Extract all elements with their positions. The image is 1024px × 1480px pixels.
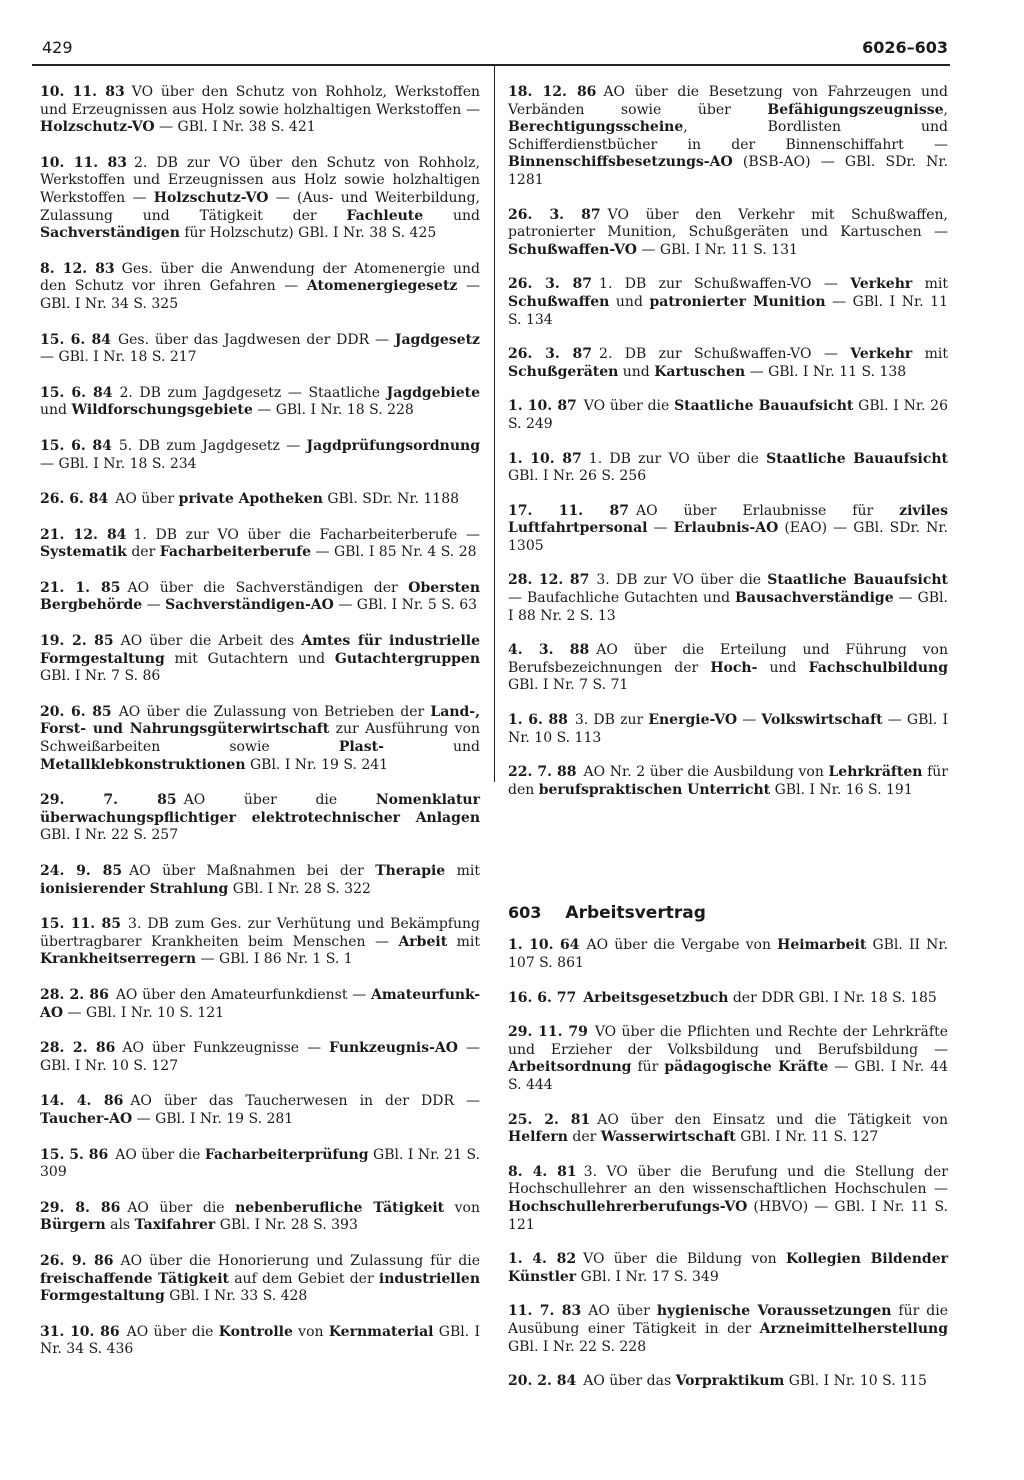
entry-text: AO über: [115, 491, 179, 508]
entry-keyword: Erlaubnis-AO: [673, 520, 779, 537]
entry-text: von: [444, 1199, 480, 1216]
legal-entry: [40, 863, 480, 898]
entry-keyword: Atomenergiegesetz: [306, 278, 458, 295]
legal-entry: [508, 84, 948, 190]
entry-text: GBl. I Nr. 7 S. 86: [40, 668, 161, 685]
entry-keyword: Amateurfunk-AO: [40, 986, 480, 1021]
entry-text: AO über die: [183, 792, 376, 809]
entry-keyword: private Apotheken: [178, 491, 323, 508]
entry-keyword: ziviles Luftfahrtpersonal: [508, 502, 948, 537]
entry-text: (HBVO) — GBl. I Nr. 11 S. 121: [508, 1198, 948, 1233]
entry-keyword: Gutachtergruppen: [334, 650, 480, 667]
entry-date: 10. 11. 83: [40, 154, 128, 171]
entry-keyword: Berechtigungsscheine: [508, 119, 684, 136]
entry-date: 15. 6. 84: [40, 331, 111, 348]
legal-entry: [40, 491, 480, 509]
legal-entry: [508, 642, 948, 695]
entry-text: GBl. I Nr. 26 S. 256: [508, 468, 647, 485]
legal-entry: [508, 503, 948, 556]
entry-keyword: Verkehr: [850, 276, 913, 293]
entry-keyword: Volkswirtschaft: [761, 712, 883, 729]
entry-text: zur Ausführung von Schweißarbeiten sowie: [40, 721, 480, 756]
legal-entry: [508, 346, 948, 381]
entry-keyword: Taucher-AO: [40, 1110, 133, 1127]
legal-entry: [508, 1373, 948, 1391]
entry-date: 20. 2. 84: [508, 1373, 577, 1390]
legal-entry: [40, 261, 480, 314]
entry-date: 18. 12. 86: [508, 84, 597, 100]
entry-text: auf dem Gebiet der: [229, 1270, 379, 1287]
entry-text: (EAO) — GBl. SDr. Nr. 1305: [508, 520, 948, 554]
entry-text: AO über das: [583, 1373, 676, 1390]
legal-entry: [508, 1164, 948, 1234]
entry-text: VO über den Schutz von Rohholz, Werkstoffen und Erzeugnissen aus Holz sowie holzhaltigen Werkstoffen —: [40, 84, 480, 118]
legal-entry: [40, 1324, 480, 1359]
entry-date: 26. 9. 86: [40, 1252, 114, 1269]
section-heading: [508, 903, 948, 923]
section-title: Arbeitsvertrag: [565, 903, 706, 924]
entry-keyword: Krankheitserregern: [40, 951, 197, 968]
entry-text: GBl. I Nr. 34 S. 436: [40, 1323, 480, 1358]
entry-keyword: Schußwaffen-VO: [508, 241, 637, 258]
entry-date: 1. 10. 87: [508, 398, 577, 415]
entry-keyword: Holzschutz-VO: [40, 119, 155, 136]
entry-text: —: [142, 597, 166, 614]
entry-date: 1. 4. 82: [508, 1251, 577, 1268]
legal-entry: [40, 527, 480, 562]
entry-text: 1. DB zur Schußwaffen-VO —: [599, 276, 851, 293]
entry-text: 5. DB zum Jagdgesetz —: [118, 437, 307, 454]
entry-text: 1. DB zur VO über die Facharbeiterberufe —: [133, 526, 481, 543]
entry-text: AO über die: [127, 1199, 236, 1216]
legal-entry: [40, 792, 480, 845]
entry-text: und: [618, 363, 655, 380]
entry-date: 11. 7. 83: [508, 1303, 582, 1320]
entry-keyword: Funkzeugnis-AO: [329, 1040, 458, 1057]
left-column: [40, 84, 480, 1377]
entry-text: — GBl. I Nr. 10 S. 121: [63, 1004, 225, 1021]
right-column: [508, 84, 948, 1408]
entry-keyword: Arbeit: [398, 933, 448, 950]
section-entry-list: [508, 937, 948, 1390]
entry-text: — GBl. I Nr. 10 S. 127: [40, 1040, 480, 1074]
entry-keyword: Therapie: [375, 863, 446, 879]
entry-date: 26. 3. 87: [508, 346, 593, 363]
entry-date: 8. 12. 83: [40, 260, 115, 277]
entry-text: AO über Maßnahmen bei der: [129, 863, 376, 879]
entry-keyword: Kollegien Bildender Künstler: [508, 1251, 948, 1285]
entry-text: —: [647, 520, 674, 537]
entry-keyword: Arbeitsordnung: [508, 1059, 632, 1076]
entry-keyword: Wildforschungsgebiete: [71, 402, 253, 419]
entry-text: mit: [447, 933, 480, 950]
entry-text: GBl. I Nr. 26 S. 249: [508, 398, 948, 432]
entry-text: 2. DB zur VO über den Schutz von Rohholz, Werkstoffen und Erzeugnissen aus Holz sowie holzhaltigen Werkstoffen —: [40, 154, 480, 206]
entry-date: 31. 10. 86: [40, 1323, 120, 1340]
entry-keyword: Energie-VO: [648, 712, 738, 729]
entry-keyword: Obersten Bergbehörde: [40, 579, 480, 614]
entry-text: 3. VO über die Berufung und die Stellung der Hochschullehrer an den wissenschaftlichen Hochschulen —: [508, 1163, 948, 1198]
legal-entry: [508, 1251, 948, 1286]
entry-text: GBl. I Nr. 16 S. 191: [770, 781, 913, 798]
entry-date: 19. 2. 85: [40, 633, 114, 650]
entry-text: VO über die Bildung von: [583, 1251, 786, 1268]
legal-entry: [40, 84, 480, 137]
entry-text: mit: [912, 346, 949, 363]
entry-keyword: industriellen Formgestaltung: [40, 1270, 481, 1305]
entry-keyword: Bürgern: [40, 1217, 106, 1234]
legal-entry: [508, 990, 948, 1008]
entry-keyword: Jagdgesetz: [394, 331, 481, 348]
legal-entry: [40, 438, 480, 473]
entry-keyword: Facharbeiterberufe: [159, 544, 312, 561]
entry-date: 16. 6. 77: [508, 989, 577, 1006]
entry-text: — GBl. I Nr. 11 S. 131: [636, 241, 798, 258]
entry-text: VO über den Verkehr mit Schußwaffen, patronierter Munition, Schußgeräten und Kartuschen —: [508, 206, 948, 241]
entry-text: GBl. I Nr. 33 S. 428: [164, 1288, 308, 1305]
entry-text: mit: [445, 863, 480, 879]
entry-text: der: [567, 1129, 601, 1146]
entry-text: AO über den Amateurfunkdienst —: [115, 986, 371, 1003]
entry-text: GBl. I Nr. 21 S. 309: [40, 1146, 480, 1181]
entry-text: und: [383, 739, 480, 756]
entry-keyword: Plast-: [338, 739, 384, 756]
entry-date: 29. 11. 79: [508, 1024, 588, 1041]
entry-text: — GBl. I Nr. 19 S. 281: [132, 1110, 294, 1127]
entry-text: GBl. SDr. Nr. 1188: [322, 491, 460, 508]
entry-text: GBl. I Nr. 11 S. 127: [735, 1129, 879, 1146]
legal-entry: [40, 704, 480, 774]
entry-text: und: [40, 402, 72, 419]
entry-text: ,: [943, 101, 948, 118]
left-entry-list: [40, 84, 480, 1359]
entry-keyword: Fachleute: [346, 207, 424, 224]
entry-date: 26. 3. 87: [508, 206, 601, 223]
entry-keyword: berufspraktischen Unterricht: [538, 781, 771, 798]
entry-keyword: hygienische Voraussetzungen: [656, 1303, 892, 1320]
entry-keyword: Jagdgebiete: [386, 384, 481, 401]
entry-text: mit: [912, 276, 949, 293]
entry-text: — GBl. I Nr. 5 S. 63: [333, 597, 478, 614]
entry-date: 15. 5. 86: [40, 1146, 109, 1163]
entry-date: 20. 6. 85: [40, 703, 112, 720]
entry-keyword: Staatliche Bauaufsicht: [674, 398, 854, 415]
entry-text: AO Nr. 2 über die Ausbildung von: [583, 764, 829, 781]
section-range-heading: 6026–603: [862, 38, 948, 57]
entry-keyword: Verkehr: [850, 346, 913, 363]
entry-text: AO über die Honorierung und Zulassung für die: [120, 1252, 480, 1269]
entry-text: und: [609, 293, 650, 310]
entry-text: — GBl. I Nr. 18 S. 234: [40, 455, 197, 472]
legal-entry: [508, 1303, 948, 1356]
legal-entry: [508, 712, 948, 747]
entry-text: — GBl. I Nr. 34 S. 325: [40, 278, 480, 312]
entry-date: 1. 10. 64: [508, 937, 580, 954]
entry-keyword: patronierter Munition: [649, 293, 826, 310]
entry-keyword: Systematik: [40, 544, 127, 561]
entry-keyword: Helfern: [508, 1129, 568, 1146]
entry-keyword: Binnenschiffsbesetzungs-AO: [508, 154, 733, 171]
entry-text: VO über die Pflichten und Rechte der Lehrkräfte und Erzieher der Volksbildung und Berufsbildung —: [508, 1024, 948, 1058]
entry-text: — GBl. I 85 Nr. 4 S. 28: [311, 544, 477, 561]
entry-text: AO über die: [126, 1323, 219, 1340]
entry-text: 3. DB zur VO über die: [596, 572, 768, 589]
entry-text: 2. DB zur Schußwaffen-VO —: [599, 346, 851, 363]
entry-text: Ges. über das Jagdwesen der DDR —: [117, 331, 395, 348]
legal-entry: [40, 633, 480, 686]
entry-text: AO über die: [115, 1146, 205, 1163]
entry-text: AO über das Taucherwesen in der DDR —: [130, 1093, 480, 1110]
entry-date: 21. 1. 85: [40, 579, 121, 596]
entry-text: als: [105, 1217, 135, 1234]
legal-entry: [40, 332, 480, 367]
entry-keyword: Metallklebkonstruktionen: [40, 756, 246, 773]
header-rule: [32, 64, 950, 66]
entry-keyword: Heimarbeit: [777, 937, 867, 954]
legal-entry: [40, 916, 480, 969]
entry-keyword: Staatliche Bauaufsicht: [766, 450, 948, 467]
legal-entry: [508, 764, 948, 799]
entry-keyword: Nomenklatur überwachungspflichtiger elektrotechnischer Anlagen: [40, 792, 480, 826]
entry-date: 26. 3. 87: [508, 276, 593, 293]
entry-text: der: [126, 544, 160, 561]
entry-text: AO über die Vergabe von: [586, 937, 778, 954]
legal-entry: [508, 1024, 948, 1094]
entry-keyword: Lehrkräften: [828, 764, 923, 781]
entry-text: — GBl. I Nr. 11 S. 138: [745, 363, 907, 380]
entry-keyword: Staatliche Bauaufsicht: [767, 572, 948, 589]
entry-text: AO über die Zulassung von Betrieben der: [118, 703, 431, 720]
entry-text: AO über Erlaubnisse für: [635, 502, 900, 519]
entry-keyword: freischaffende Tätigkeit: [40, 1270, 229, 1287]
entry-text: — GBl. I Nr. 11 S. 134: [508, 293, 948, 328]
entry-text: für Holzschutz) GBl. I Nr. 38 S. 425: [179, 225, 437, 242]
entry-text: 3. DB zum Ges. zur Verhütung und Bekämpfung übertragbarer Krankheiten beim Menschen —: [40, 916, 480, 950]
entry-text: 1. DB zur VO über die: [588, 450, 767, 467]
entry-date: 1. 10. 87: [508, 450, 582, 467]
entry-date: 26. 6. 84: [40, 491, 109, 508]
legal-entry: [508, 937, 948, 972]
entry-text: — GBl. I 88 Nr. 2 S. 13: [508, 590, 948, 624]
entry-date: 28. 12. 87: [508, 572, 590, 589]
entry-date: 25. 2. 81: [508, 1111, 591, 1128]
legal-entry: [40, 1040, 480, 1075]
entry-text: für den: [508, 764, 948, 798]
entry-date: 28. 2. 86: [40, 986, 109, 1003]
page-number: 429: [42, 38, 73, 57]
entry-text: , Bordlisten und Schifferdienstbücher in der Binnenschiffahrt —: [508, 119, 948, 153]
entry-keyword: Hoch-: [710, 659, 758, 676]
legal-entry: [508, 451, 948, 486]
entry-keyword: Amtes für industrielle Formgestaltung: [40, 633, 480, 667]
entry-date: 29. 7. 85: [40, 792, 177, 809]
entry-keyword: Facharbeiterprüfung: [204, 1146, 369, 1163]
entry-date: 8. 4. 81: [508, 1163, 577, 1180]
entry-text: Ges. über die Anwendung der Atomenergie und den Schutz vor ihren Gefahren —: [40, 260, 480, 295]
entry-text: GBl. I Nr. 22 S. 257: [40, 827, 179, 844]
entry-text: der DDR GBl. I Nr. 18 S. 185: [728, 989, 937, 1006]
entry-text: AO über Funkzeugnisse —: [122, 1040, 330, 1057]
entry-text: und: [757, 659, 809, 676]
entry-text: AO über den Einsatz und die Tätigkeit von: [597, 1111, 949, 1128]
entry-text: VO über die: [583, 398, 675, 415]
entry-text: GBl. II Nr. 107 S. 861: [508, 937, 948, 971]
entry-keyword: ionisierender Strahlung: [40, 880, 229, 897]
entry-text: AO über die Sachverständigen der: [127, 579, 409, 596]
legal-entry: [508, 1112, 948, 1147]
entry-keyword: Arbeitsgesetzbuch: [583, 989, 729, 1006]
entry-keyword: Kernmaterial: [328, 1323, 434, 1340]
legal-entry: [40, 580, 480, 615]
entry-keyword: Schußgeräten: [508, 363, 619, 380]
entry-text: GBl. I Nr. 22 S. 228: [508, 1338, 647, 1355]
entry-text: — (Aus- und Weiterbildung, Zulassung und Tätigkeit der: [40, 189, 480, 224]
legal-entry: [40, 155, 480, 243]
entry-keyword: pädagogische Kräfte: [664, 1059, 829, 1076]
legal-entry: [40, 1200, 480, 1235]
entry-text: GBl. I Nr. 28 S. 322: [228, 880, 371, 897]
legal-entry: [40, 1147, 480, 1182]
entry-text: mit Gutachtern und: [164, 650, 335, 667]
entry-keyword: Sachverständigen-AO: [165, 597, 334, 614]
entry-date: 10. 11. 83: [40, 84, 125, 100]
entry-keyword: Schußwaffen: [508, 293, 610, 310]
entry-text: GBl. I Nr. 7 S. 71: [508, 677, 629, 694]
entry-text: GBl. I Nr. 28 S. 393: [215, 1217, 358, 1234]
entry-date: 4. 3. 88: [508, 642, 590, 659]
legal-entry: [508, 398, 948, 433]
entry-date: 22. 7. 88: [508, 764, 577, 781]
entry-date: 15. 6. 84: [40, 384, 113, 401]
entry-text: — GBl. I Nr. 18 S. 228: [252, 402, 414, 419]
column-divider: [494, 66, 495, 782]
entry-text: GBl. I Nr. 17 S. 349: [576, 1268, 719, 1285]
entry-text: von: [292, 1323, 329, 1340]
entry-text: und: [423, 207, 481, 224]
entry-keyword: Vorpraktikum: [675, 1373, 785, 1390]
entry-keyword: Fachschulbildung: [808, 659, 948, 676]
entry-keyword: Arzneimittelherstellung: [759, 1320, 948, 1337]
entry-keyword: Befähigungszeugnisse: [767, 101, 944, 118]
entry-keyword: Holzschutz-VO: [153, 189, 269, 206]
entry-text: (BSB-AO) — GBl. SDr. Nr. 1281: [508, 154, 948, 188]
entry-text: — GBl. I Nr. 44 S. 444: [508, 1059, 948, 1093]
entry-date: 15. 11. 85: [40, 916, 122, 933]
entry-keyword: Land-, Forst- und Nahrungsgüterwirtschaft: [40, 703, 480, 738]
right-entry-list: [508, 84, 948, 799]
entry-date: 15. 6. 84: [40, 437, 112, 454]
entry-date: 17. 11. 87: [508, 502, 629, 519]
legal-entry: [40, 1253, 480, 1306]
legal-entry: [508, 572, 948, 625]
entry-text: für die Ausübung einer Tätigkeit in der: [508, 1303, 948, 1337]
legal-entry: [40, 987, 480, 1022]
entry-text: AO über die Besetzung von Fahrzeugen und Verbänden sowie über: [508, 84, 948, 118]
entry-keyword: Bausachverständige: [735, 590, 894, 607]
entry-keyword: nebenberufliche Tätigkeit: [235, 1199, 445, 1216]
legal-entry: [40, 1093, 480, 1128]
entry-text: — Baufachliche Gutachten und: [508, 590, 736, 607]
entry-text: GBl. I Nr. 19 S. 241: [245, 756, 389, 773]
entry-text: 2. DB zum Jagdgesetz — Staatliche: [119, 384, 387, 401]
entry-text: AO über: [588, 1303, 657, 1320]
entry-keyword: Taxifahrer: [134, 1217, 216, 1234]
legal-entry: [508, 276, 948, 329]
entry-date: 21. 12. 84: [40, 526, 127, 543]
section-number: 603: [508, 903, 542, 923]
legal-entry: [40, 385, 480, 420]
entry-date: 29. 8. 86: [40, 1199, 121, 1216]
entry-date: 1. 6. 88: [508, 712, 568, 729]
entry-keyword: Sachverständigen: [40, 225, 180, 242]
entry-text: — GBl. I Nr. 18 S. 217: [40, 349, 197, 366]
entry-date: 14. 4. 86: [40, 1093, 124, 1110]
entry-text: — GBl. I Nr. 10 S. 113: [508, 712, 949, 746]
entry-text: 3. DB zur: [574, 712, 649, 729]
entry-text: — GBl. I Nr. 38 S. 421: [154, 119, 316, 136]
entry-text: AO über die Erteilung und Führung von Berufsbezeichnungen der: [508, 642, 948, 676]
entry-text: AO über die Arbeit des: [120, 633, 302, 650]
entry-keyword: Jagdprüfungsordnung: [306, 437, 480, 454]
entry-text: —: [737, 712, 762, 729]
entry-text: für: [631, 1059, 665, 1076]
legal-entry: [508, 207, 948, 260]
entry-keyword: Kontrolle: [218, 1323, 293, 1340]
entry-text: — GBl. I 86 Nr. 1 S. 1: [196, 951, 353, 968]
entry-date: 24. 9. 85: [40, 863, 123, 879]
entry-date: 28. 2. 86: [40, 1040, 116, 1057]
entry-keyword: Hochschullehrerberufungs-VO: [508, 1198, 748, 1215]
entry-keyword: Kartuschen: [654, 363, 746, 380]
entry-keyword: Wasserwirtschaft: [600, 1129, 736, 1146]
entry-text: GBl. I Nr. 10 S. 115: [784, 1373, 927, 1390]
